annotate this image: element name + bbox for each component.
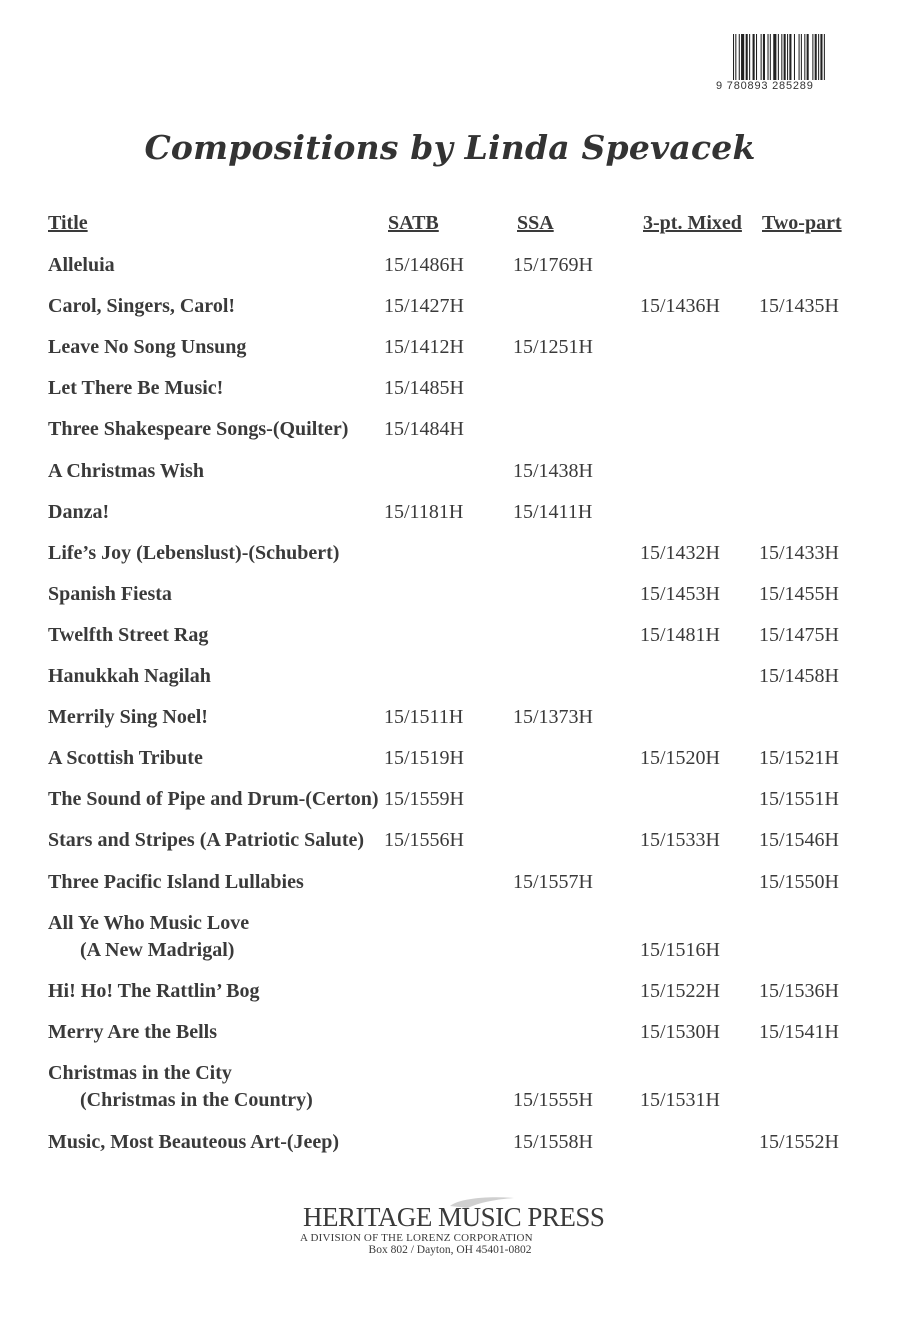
3pt-mixed-code: 15/1522H [640,980,720,1003]
barcode-bar [812,34,813,80]
two-part-code: 15/1536H [759,980,839,1003]
satb-code: 15/1559H [384,788,464,811]
composition-title: Hanukkah Nagilah [48,665,211,687]
column-header-satb: SATB [388,212,439,234]
composition-title: Leave No Song Unsung [48,336,247,359]
composition-subtitle: (A New Madrigal) [80,938,235,961]
ssa-code: 15/1411H [513,500,593,523]
composition-title: Merry Are the Bells [48,1021,218,1044]
page-title: Compositions by Linda Spevacek [144,128,756,167]
3pt-mixed-code: 15/1516H [640,938,720,961]
publisher-address: Box 802 / Dayton, OH 45401-0802 [368,1244,532,1256]
column-header-title: Title [48,212,88,234]
barcode-bar [763,34,765,80]
composition-title: Twelfth Street Rag [48,623,209,646]
two-part-code: 15/1475H [759,623,839,646]
two-part-code: 15/1433H [759,541,839,564]
3pt-mixed-code: 15/1531H [640,1089,720,1112]
ssa-code: 15/1251H [513,336,593,359]
barcode-bar [794,34,795,80]
barcode-bar [815,34,817,80]
two-part-code: 15/1435H [759,295,839,318]
ssa-code: 15/1558H [513,1130,593,1153]
publisher-name: HERITAGE MUSIC PRESS [303,1202,605,1232]
barcode-bar [753,34,755,80]
composition-subtitle: (Christmas in the Country) [80,1089,313,1112]
satb-code: 15/1556H [384,829,464,852]
barcode-bar [756,34,757,80]
satb-code: 15/1486H [384,254,464,276]
isbn-barcode [716,30,864,98]
barcode-bar [820,34,822,80]
barcode-bar [804,34,805,80]
two-part-code: 15/1541H [759,1021,839,1044]
column-header-ssa: SSA [517,212,554,234]
barcode-bar [749,34,750,80]
barcode-bar [787,34,788,80]
two-part-code: 15/1455H [759,582,839,605]
ssa-code: 15/1557H [513,870,593,893]
satb-code: 15/1485H [384,377,464,400]
barcode-bar [770,34,771,80]
composition-title: A Christmas Wish [48,459,204,482]
satb-code: 15/1511H [384,706,464,729]
composition-title: Life’s Joy (Lebenslust)-(Schubert) [48,541,340,564]
publisher-division: A DIVISION OF THE LORENZ CORPORATION [300,1232,533,1244]
two-part-code: 15/1551H [759,788,839,811]
barcode-bar [768,34,769,80]
ssa-code: 15/1769H [513,254,593,276]
column-header-two-part: Two-part [762,212,842,234]
composition-title: Carol, Singers, Carol! [48,295,236,318]
two-part-code: 15/1458H [759,665,839,687]
column-header-3pt-mixed: 3-pt. Mixed [643,212,742,234]
barcode-bar [778,34,779,80]
barcode-bar [824,34,825,80]
satb-code: 15/1427H [384,295,464,318]
barcode-bar [799,34,800,80]
composition-title: Let There Be Music! [48,377,224,400]
composition-title: Stars and Stripes (A Patriotic Salute) [48,829,365,852]
composition-title: Christmas in the City [48,1062,232,1085]
3pt-mixed-code: 15/1453H [640,582,720,605]
composition-title: All Ye Who Music Love [48,911,250,934]
two-part-code: 15/1550H [759,870,839,893]
satb-code: 15/1181H [384,500,464,523]
composition-title: Three Shakespeare Songs-(Quilter) [48,418,349,441]
two-part-code: 15/1521H [759,747,839,770]
composition-title: Three Pacific Island Lullabies [48,870,304,893]
composition-title: The Sound of Pipe and Drum-(Certon) [48,788,379,811]
composition-title: A Scottish Tribute [48,747,203,770]
barcode-bar [801,34,802,80]
barcode-bar [789,34,791,80]
publisher-footer [300,1202,605,1256]
3pt-mixed-code: 15/1533H [640,829,720,852]
barcode-number: 9 780893 285289 [716,80,814,92]
barcode-bar [741,34,744,80]
3pt-mixed-code: 15/1432H [640,541,720,564]
3pt-mixed-code: 15/1436H [640,295,720,318]
composition-title: Danza! [48,500,110,523]
3pt-mixed-code: 15/1481H [640,623,720,646]
composition-title: Spanish Fiesta [48,582,172,605]
ssa-code: 15/1555H [513,1089,593,1112]
composition-title: Merrily Sing Noel! [48,706,208,729]
barcode-bar [807,34,809,80]
two-part-code: 15/1552H [759,1130,839,1153]
barcode-bar [781,34,782,80]
3pt-mixed-code: 15/1530H [640,1021,720,1044]
barcode-bar [773,34,776,80]
composition-title: Alleluia [48,254,115,276]
barcode-bar [818,34,819,80]
composition-title: Music, Most Beauteous Art-(Jeep) [48,1130,340,1153]
barcode-bars [733,34,859,80]
satb-code: 15/1519H [384,747,464,770]
satb-code: 15/1484H [384,418,464,441]
barcode-bar [735,34,736,80]
composition-title: Hi! Ho! The Rattlin’ Bog [48,980,260,1003]
two-part-code: 15/1546H [759,829,839,852]
barcode-bar [733,34,734,80]
ssa-code: 15/1373H [513,706,593,729]
3pt-mixed-code: 15/1520H [640,747,720,770]
satb-code: 15/1412H [384,336,464,359]
barcode-bar [784,34,786,80]
ssa-code: 15/1438H [513,459,593,482]
barcode-bar [761,34,762,80]
barcode-bar [739,34,740,80]
barcode-bar [746,34,748,80]
